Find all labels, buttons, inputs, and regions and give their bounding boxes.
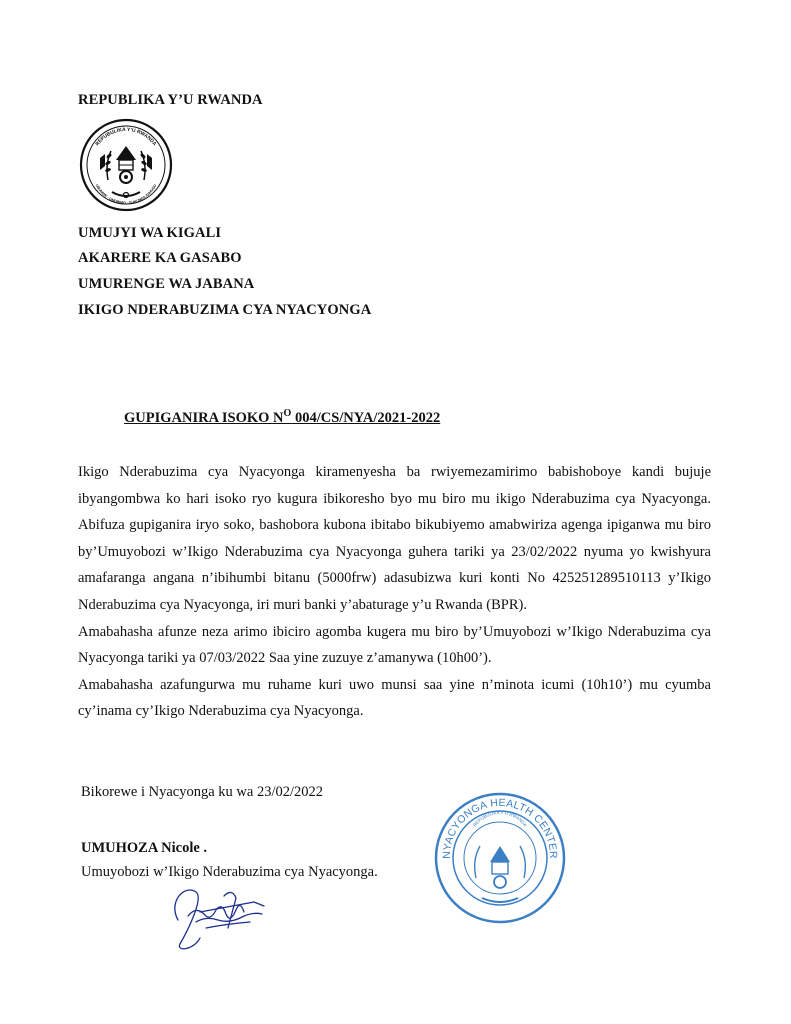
tender-title-prefix: GUPIGANIRA ISOKO N (124, 409, 284, 426)
official-stamp (432, 782, 568, 928)
svg-text:REPUBULIKA Y’U RWANDA (95, 127, 158, 147)
stamp-inner-text: REPUBULIKA Y’U RWANDA (472, 809, 528, 828)
stamp-arc-text: NYACYONGA HEALTH CENTER (440, 796, 560, 859)
emblem-bottom-text: UBUMWE · UMURIMO · GUKUNDA IGIHUGU (94, 183, 158, 206)
republic-heading: REPUBLIKA Y’U RWANDA (78, 92, 263, 108)
tender-body (78, 459, 711, 725)
city-heading: UMUJYI WA KIGALI (78, 225, 222, 241)
tender-title (124, 408, 440, 427)
place-date: Bikorewe i Nyacyonga ku wa 23/02/2022 (81, 784, 324, 800)
signer-name: UMUHOZA Nicole . (81, 840, 208, 856)
health-center-heading: IKIGO NDERABUZIMA CYA NYACYONGA (78, 302, 372, 318)
rwanda-coat-of-arms-icon (78, 116, 174, 214)
svg-text:UBUMWE · UMURIMO · GUKUNDA IGI (95, 183, 158, 205)
district-heading: AKARERE KA GASABO (78, 250, 242, 266)
emblem-top-text: REPUBULIKA Y’U RWANDA (94, 126, 158, 148)
body-paragraph-3: Amabahasha azafungurwa mu ruhame kuri uwo munsi saa yine n’minota icumi (10h10’) mu cyumba cy’inama cy’Ikigo Nderabuzima cya Nyacyonga. (78, 676, 711, 720)
handwritten-signature (166, 872, 268, 956)
tender-title-suffix: 004/CS/NYA/2021-2022 (291, 409, 441, 426)
sector-heading: UMURENGE WA JABANA (78, 276, 255, 292)
body-paragraph-2: Amabahasha afunze neza arimo ibiciro agomba kugera mu biro by’Umuyobozi w’Ikigo Nderabuzima cya Nyacyonga tariki ya 07/03/2022 Saa yine zuzuye z’amanywa (10h00’). (78, 623, 711, 667)
body-paragraph-1: Ikigo Nderabuzima cya Nyacyonga kiramenyesha ba rwiyemezamirimo babishoboye kandi bujuje ibyangombwa ko hari isoko ryo kugura ibikoresho byo mu biro mu ikigo Nderabuzima cya Nyacyonga. Abifuza gupiganira iryo soko, bashobora kubona ibitabo bikubiyemo amabwiriza agenga ipiganwa mu biro by’Umuyobozi w’Ikigo Nderabuzima cya Nyacyonga guhera tariki ya 23/02/2022 nyuma yo kwishyura amafaranga angana n’ibihumbi bitanu (5000frw) adasubizwa kuri konti No 425251289510113 y’Ikigo Nderabuzima cya Nyacyonga, iri muri banki y’abaturage y’u Rwanda (BPR). (78, 464, 711, 613)
tender-title-sup: O (283, 408, 292, 419)
signer-title: Umuyobozi w’Ikigo Nderabuzima cya Nyacyonga. (81, 864, 378, 880)
